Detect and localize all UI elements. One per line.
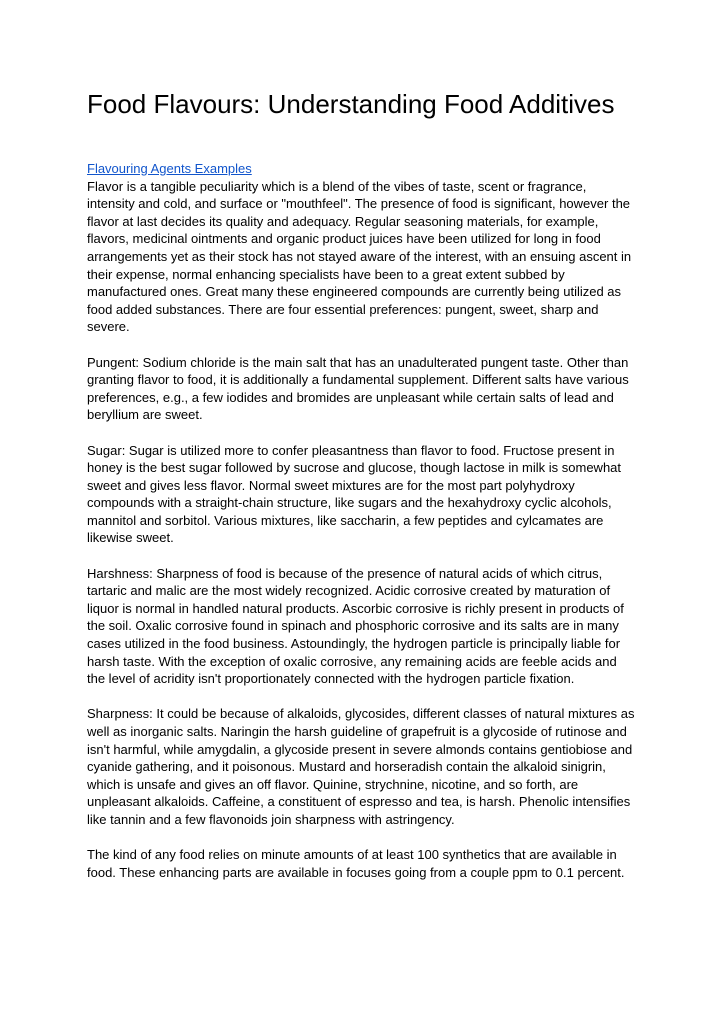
paragraph-pungent: Pungent: Sodium chloride is the main salt that has an unadulterated pungent taste. Other than granting flavor to food, it is additionally a fundamental supplement. Different salts have various preferences, e.g., a few iodides and bromides are unpleasant while certain salts of lead and beryllium are sweet. [87, 354, 629, 423]
flavouring-agents-link[interactable]: Flavouring Agents Examples [87, 161, 252, 176]
paragraph-sugar: Sugar: Sugar is utilized more to confer pleasantness than flavor to food. Fructose present in honey is the best sugar followed by sucrose and glucose, though lactose in milk is somewhat sweet and gives less flavor. Normal sweet mixtures are for the most part polyhydroxy compounds with a straight-chain structure, like sugars and the hexahydroxy cyclic alcohols, mannitol and sorbitol. Various mixtures, like saccharin, a few peptides and cylcamates are likewise sweet. [87, 442, 622, 546]
paragraph-sharpness: Sharpness: It could be because of alkaloids, glycosides, different classes of natural mixtures as well as inorganic salts. Naringin the harsh guideline of grapefruit is a glycoside of rutinose and isn't harmful, while amygdalin, a glycoside present in severe almonds contains gentiobiose and cyanide gathering, and it poisonous. Mustard and horseradish contain the alkaloid sinigrin, which is unsafe and gives an off flavor. Quinine, strychnine, nicotine, and so forth, are unpleasant alkaloids. Caffeine, a constituent of espresso and tea, is harsh. Phenolic intensifies like tannin and a few flavonoids join sharpness with astringency. [87, 706, 635, 827]
document-page [87, 88, 635, 899]
document-title: Food Flavours: Understanding Food Additives [87, 89, 615, 119]
paragraph-harshness: Harshness: Sharpness of food is because of the presence of natural acids of which citrus, tartaric and malic are the most widely recognized. Acidic corrosive created by maturation of liquor is normal in handled natural products. Ascorbic corrosive is richly present in products of the soil. Oxalic corrosive found in spinach and phosphoric corrosive and its salts are in many cases utilized in the food business. Astoundingly, the hydrogen particle is principally liable for harsh taste. With the exception of oxalic corrosive, any remaining acids are feeble acids and the level of acridity isn't proportionately connected with the hydrogen particle fixation. [87, 565, 624, 687]
paragraph-conclusion: The kind of any food relies on minute amounts of at least 100 synthetics that are available in food. These enhancing parts are available in focuses going from a couple ppm to 0.1 percent. [87, 847, 625, 880]
paragraph-intro: Flavor is a tangible peculiarity which is a blend of the vibes of taste, scent or fragrance, intensity and cold, and surface or "mouthfeel". The presence of food is significant, however the flavor at last decides its quality and adequacy. Regular seasoning materials, for example, flavors, medicinal ointments and organic product juices have been utilized for long in food arrangements yet as their stock has not stayed aware of the interest, with an ensuing ascent in their expense, normal enhancing specialists have been to a great extent subbed by manufactured ones. Great many these engineered compounds are currently being utilized as food added substances. There are four essential preferences: pungent, sweet, sharp and severe. [87, 178, 632, 335]
